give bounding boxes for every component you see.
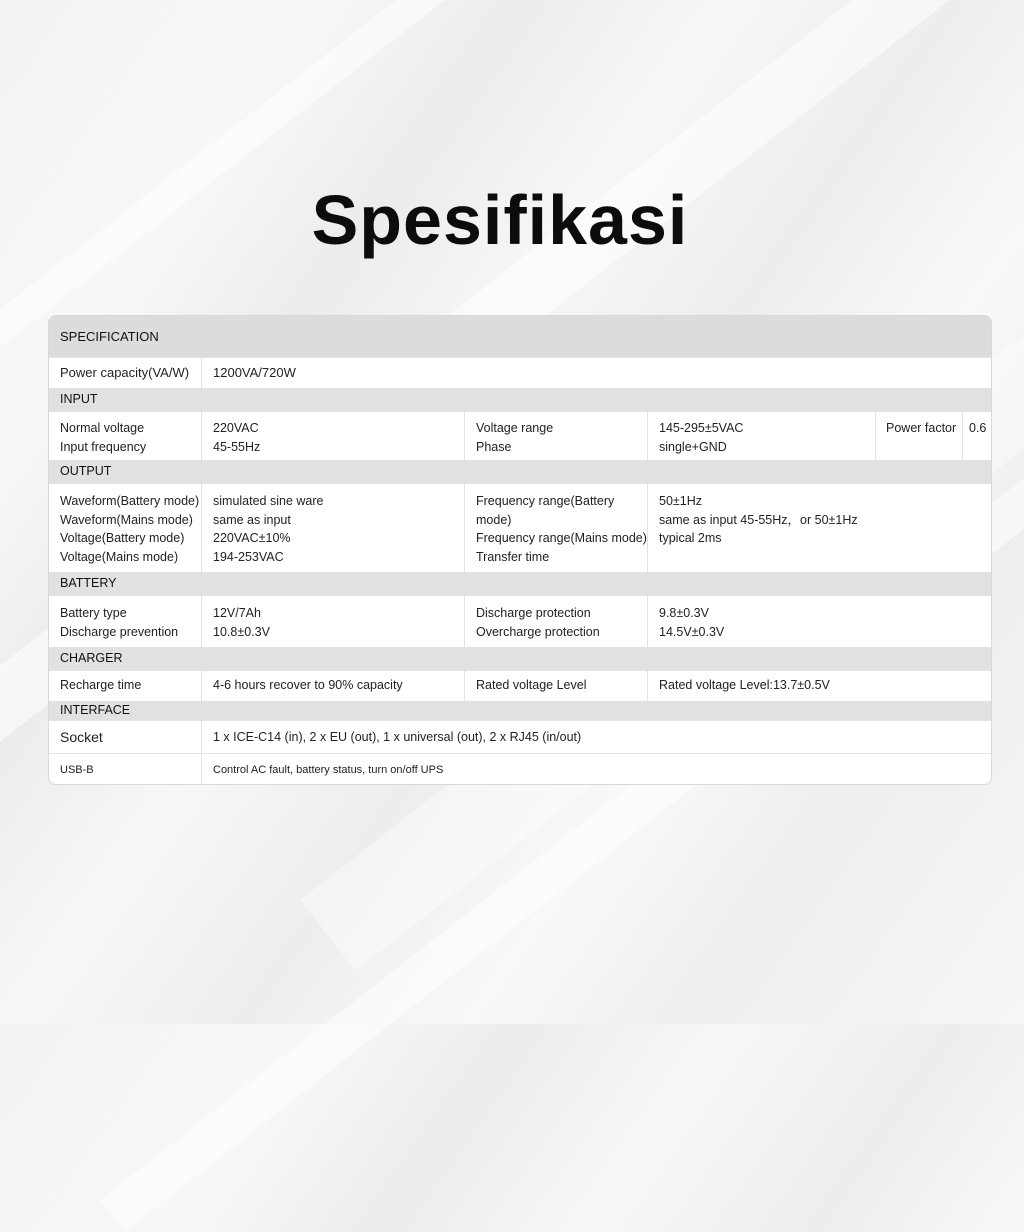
battery-values-2: 9.8±0.3V 14.5V±0.3V [647,596,991,647]
recharge-time-value: 4-6 hours recover to 90% capacity [201,671,464,701]
section-interface: INTERFACE [49,701,991,720]
specification-table [48,315,992,785]
output-values-2: 50±1Hz same as input 45-55Hz，or 50±1Hz typical 2ms [647,484,991,572]
rated-voltage-label: Rated voltage Level [464,671,647,701]
section-output: OUTPUT [49,460,991,483]
rated-voltage-value: Rated voltage Level:13.7±0.5V [647,671,991,701]
recharge-time-label: Recharge time [60,678,142,692]
section-input: INPUT [49,388,991,411]
usb-value: Control AC fault, battery status, turn on/off UPS [201,754,991,785]
usb-row [49,753,991,785]
output-values: simulated sine ware same as input 220VAC±10% 194-253VAC [201,484,464,572]
battery-labels: Battery type Discharge prevention [60,606,179,639]
socket-row [49,720,991,753]
socket-label: Socket [60,729,103,745]
output-labels-2: Frequency range(Battery mode) Frequency range(Mains mode) Transfer time [464,484,647,572]
charger-row [49,670,991,701]
input-labels: Normal voltage Input frequency [60,421,147,454]
input-labels-2: Voltage range Phase [464,412,647,460]
input-values-2: 145-295±5VAC single+GND [647,412,875,460]
power-capacity-label: Power capacity(VA/W) [60,365,190,380]
output-row [49,483,991,572]
socket-value: 1 x ICE-C14 (in), 2 x EU (out), 1 x universal (out), 2 x RJ45 (in/out) [201,721,991,753]
input-values: 220VAC 45-55Hz [201,412,464,460]
power-capacity-row [49,357,991,388]
usb-label: USB-B [60,764,94,776]
battery-labels-2: Discharge protection Overcharge protection [464,596,647,647]
power-factor-label: Power factor [875,412,962,460]
power-factor-value: 0.6 [962,412,991,460]
input-row [49,411,991,460]
section-charger: CHARGER [49,647,991,670]
battery-row [49,595,991,647]
section-battery: BATTERY [49,572,991,595]
power-capacity-value: 1200VA/720W [201,358,991,388]
page-title: Spesifikasi [311,181,689,259]
battery-values: 12V/7Ah 10.8±0.3V [201,596,464,647]
table-header: SPECIFICATION [49,316,991,357]
output-labels: Waveform(Battery mode) Waveform(Mains mode) Voltage(Battery mode) Voltage(Mains mode) [60,494,200,564]
